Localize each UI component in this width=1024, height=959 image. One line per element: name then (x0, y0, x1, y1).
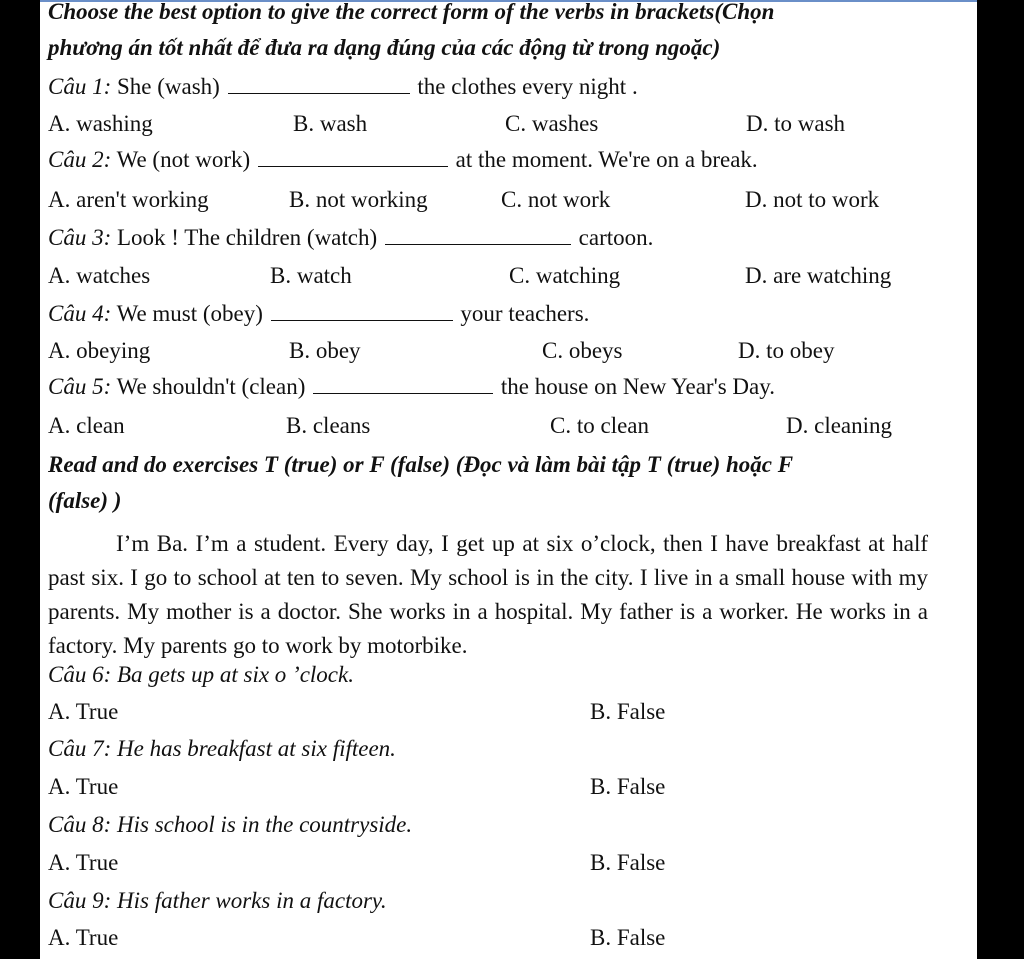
option-true: A. True (48, 774, 119, 799)
question-label: Câu 5: (48, 374, 112, 399)
question-stem: She (wash) (111, 74, 220, 99)
option-a: A. watches (48, 263, 151, 288)
option-b: B. wash (293, 111, 368, 136)
question-label: Câu 4: (48, 301, 112, 326)
question-5 (48, 372, 775, 402)
question-tail: the clothes every night . (417, 74, 638, 99)
question-7: Câu 7: He has breakfast at six fifteen. (48, 736, 396, 761)
section2-title-line2: (false) ) (48, 488, 122, 513)
reading-passage: I’m Ba. I’m a student. Every day, I get up at six o’clock, then I have breakfast at half past six. I go to school at ten to seven. My school is in the city. I live in a small house with my parents. My mother is a doctor. She works in a hospital. My father is a worker. He works in a factory. My parents go to work by motorbike. (48, 531, 928, 658)
question-tail: at the moment. We're on a break. (455, 147, 758, 172)
question-3 (48, 223, 653, 253)
question-label: Câu 1: (48, 74, 112, 99)
answer-blank (313, 373, 493, 394)
option-d: D. cleaning (786, 413, 893, 438)
question-6: Câu 6: Ba gets up at six o ’clock. (48, 662, 354, 687)
option-a: A. aren't working (48, 187, 209, 212)
option-d: D. to obey (738, 338, 835, 363)
option-b: B. not working (289, 187, 428, 212)
option-b: B. obey (289, 338, 361, 363)
question-4 (48, 299, 589, 329)
option-d: D. are watching (745, 263, 892, 288)
option-false: B. False (590, 925, 666, 950)
answer-blank (271, 300, 453, 321)
question-label: Câu 3: (48, 225, 112, 250)
question-tail: your teachers. (460, 301, 590, 326)
answer-blank (258, 146, 448, 167)
option-a: A. obeying (48, 338, 151, 363)
option-b: B. cleans (286, 413, 371, 438)
option-d: D. to wash (746, 111, 846, 136)
option-true: A. True (48, 850, 119, 875)
option-c: C. watching (509, 263, 621, 288)
answer-blank (228, 73, 410, 94)
option-c: C. not work (501, 187, 611, 212)
question-stem: We must (obey) (111, 301, 263, 326)
option-d: D. not to work (745, 187, 880, 212)
option-b: B. watch (270, 263, 352, 288)
section1-title-line1: Choose the best option to give the correct form of the verbs in brackets(Chọn (48, 0, 775, 24)
question-stem: Look ! The children (watch) (111, 225, 378, 250)
option-false: B. False (590, 774, 666, 799)
question-tail: cartoon. (578, 225, 654, 250)
option-a: A. clean (48, 413, 125, 438)
question-1 (48, 72, 638, 102)
option-true: A. True (48, 699, 119, 724)
question-stem: We (not work) (111, 147, 251, 172)
question-9: Câu 9: His father works in a factory. (48, 888, 387, 913)
option-true: A. True (48, 925, 119, 950)
question-8: Câu 8: His school is in the countryside. (48, 812, 413, 837)
option-c: C. to clean (550, 413, 649, 438)
question-2 (48, 145, 758, 175)
option-c: C. washes (505, 111, 599, 136)
question-label: Câu 2: (48, 147, 112, 172)
option-c: C. obeys (542, 338, 623, 363)
option-a: A. washing (48, 111, 153, 136)
section1-title-line2: phương án tốt nhất để đưa ra dạng đúng của các động từ trong ngoặc) (48, 35, 721, 60)
question-tail: the house on New Year's Day. (500, 374, 776, 399)
option-false: B. False (590, 699, 666, 724)
worksheet-page (40, 0, 977, 959)
option-false: B. False (590, 850, 666, 875)
question-stem: We shouldn't (clean) (111, 374, 306, 399)
answer-blank (385, 224, 571, 245)
section2-title-line1: Read and do exercises T (true) or F (false) (Đọc và làm bài tập T (true) hoặc F (48, 452, 794, 477)
